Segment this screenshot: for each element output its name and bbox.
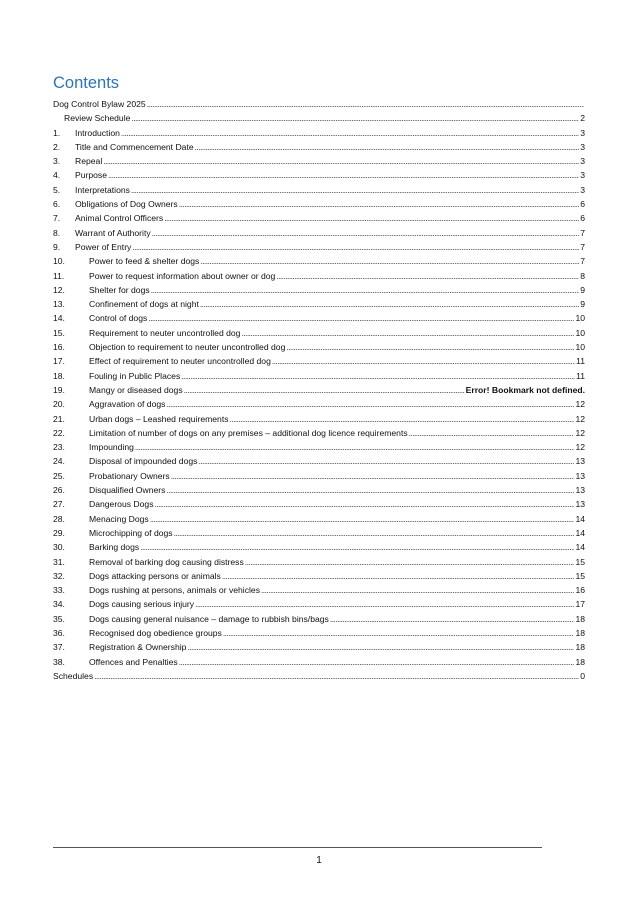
toc-entry-page: 17	[575, 599, 585, 610]
dot-leader	[198, 454, 574, 468]
toc-entry-title: Warrant of Authority	[75, 227, 151, 238]
toc-entry-page: 3	[580, 127, 585, 138]
toc-entry[interactable]	[53, 254, 585, 268]
dot-leader	[223, 626, 575, 640]
toc-entry-title: Obligations of Dog Owners	[75, 199, 178, 210]
dot-leader	[150, 512, 575, 526]
dot-leader	[276, 269, 579, 283]
toc-entry-page: 12	[575, 442, 585, 453]
toc-entry-title: Effect of requirement to neuter uncontrolled dog	[89, 356, 271, 367]
toc-entry-number: 36.	[53, 627, 65, 638]
toc-entry-title: Confinement of dogs at night	[89, 299, 199, 310]
toc-entry-page: 14	[575, 527, 585, 538]
toc-entry-number: 25.	[53, 470, 65, 481]
toc-entry-title: Control of dogs	[89, 313, 148, 324]
toc-entry-page: 6	[580, 213, 585, 224]
toc-entry[interactable]	[53, 655, 585, 669]
toc-entry-number: 15.	[53, 327, 65, 338]
toc-entry-page: 10	[575, 342, 585, 353]
toc-entry-page: 18	[575, 642, 585, 653]
toc-entry-number: 13.	[53, 299, 65, 310]
footer-page-number: 1	[316, 855, 322, 866]
toc-entry[interactable]	[53, 626, 585, 640]
toc-entry-number: 19.	[53, 384, 65, 395]
toc-entry-title: Urban dogs – Leashed requirements	[89, 413, 229, 424]
toc-entry-page: 15	[575, 556, 585, 567]
toc-entry-page: 7	[580, 227, 585, 238]
toc-entry-page: 15	[575, 570, 585, 581]
toc-entry-number: 7.	[53, 213, 61, 224]
toc-entry-title: Schedules	[53, 670, 94, 681]
toc-entry[interactable]	[53, 412, 585, 426]
toc-entry[interactable]	[53, 140, 585, 154]
toc-entry-title: Review Schedule	[64, 113, 131, 124]
toc-entry-number: 11.	[53, 270, 65, 281]
toc-entry-page: 14	[575, 513, 585, 524]
dot-leader	[174, 526, 575, 540]
toc-entry-page: 6	[580, 199, 585, 210]
toc-entry-title: Title and Commencement Date	[75, 141, 194, 152]
toc-entry[interactable]	[53, 354, 585, 368]
dot-leader	[166, 483, 574, 497]
toc-entry-number: 31.	[53, 556, 65, 567]
toc-entry-title: Dogs causing general nuisance – damage to rubbish bins/bags	[89, 613, 329, 624]
toc-entry-title: Power of Entry	[75, 241, 132, 252]
dot-leader	[179, 197, 580, 211]
toc-entry-title: Impounding	[89, 442, 134, 453]
toc-entry-title: Dog Control Bylaw 2025	[53, 99, 146, 109]
toc-entry-page: 18	[575, 613, 585, 624]
toc-entry-page: 3	[580, 184, 585, 195]
toc-entry-page: 12	[575, 399, 585, 410]
dot-leader	[195, 597, 574, 611]
toc-entry[interactable]	[53, 154, 585, 168]
toc-entry[interactable]	[53, 454, 585, 468]
toc-entry-page: 2	[580, 113, 585, 124]
toc-entry-number: 22.	[53, 427, 65, 438]
dot-leader	[164, 211, 579, 225]
dot-leader	[241, 326, 574, 340]
toc-entry-title: Objection to requirement to neuter uncontrolled dog	[89, 342, 286, 353]
dot-leader	[200, 254, 579, 268]
toc-entry[interactable]	[53, 340, 585, 354]
toc-entry-number: 27.	[53, 499, 65, 510]
toc-entry-title: Requirement to neuter uncontrolled dog	[89, 327, 241, 338]
toc-entry-number: 20.	[53, 399, 65, 410]
toc-entry-title: Registration & Ownership	[89, 642, 187, 653]
dot-leader	[171, 469, 575, 483]
toc-entry-title: Power to feed & shelter dogs	[89, 256, 200, 267]
dot-leader	[286, 340, 574, 354]
dot-leader	[152, 226, 580, 240]
toc-entry-number: 1.	[53, 127, 61, 138]
toc-entry-number: 4.	[53, 170, 61, 181]
toc-entry-page: 14	[575, 542, 585, 553]
toc-entry[interactable]	[53, 269, 585, 283]
dot-leader	[155, 497, 575, 511]
toc-entry-title: Probationary Owners	[89, 470, 170, 481]
toc-entry-page: 9	[580, 284, 585, 295]
toc-entry-number: 6.	[53, 199, 61, 210]
toc-entry-number: 9.	[53, 241, 61, 252]
toc-entry-number: 34.	[53, 599, 65, 610]
toc-entry-title: Offences and Penalties	[89, 656, 178, 667]
toc-entry[interactable]	[53, 369, 585, 383]
toc-entry[interactable]	[53, 226, 585, 240]
toc-entry-page: 13	[575, 485, 585, 496]
dot-leader	[135, 440, 575, 454]
dot-leader	[187, 640, 574, 654]
dot-leader	[148, 311, 574, 325]
dot-leader	[181, 369, 575, 383]
toc-entry[interactable]	[53, 297, 585, 311]
toc-entry-number: 38.	[53, 656, 65, 667]
table-of-contents	[53, 97, 585, 683]
toc-entry[interactable]	[53, 483, 585, 497]
toc-entry-number: 30.	[53, 542, 65, 553]
toc-entry[interactable]	[53, 526, 585, 540]
toc-entry-number: 18.	[53, 370, 65, 381]
toc-entry-number: 3.	[53, 156, 61, 167]
toc-entry-number: 37.	[53, 642, 65, 653]
toc-entry-page: 3	[580, 170, 585, 181]
toc-entry-page: 13	[575, 470, 585, 481]
footer-divider	[53, 847, 542, 848]
dot-leader	[261, 583, 574, 597]
toc-entry-number: 5.	[53, 184, 61, 195]
toc-entry-title: Animal Control Officers	[75, 213, 164, 224]
toc-entry[interactable]	[53, 311, 585, 325]
dot-leader	[131, 183, 579, 197]
toc-entry-number: 10.	[53, 256, 65, 267]
toc-entry[interactable]	[53, 326, 585, 340]
dot-leader	[151, 283, 580, 297]
dot-leader	[132, 240, 579, 254]
toc-entry-number: 12.	[53, 284, 65, 295]
toc-entry[interactable]	[53, 540, 585, 554]
toc-entry[interactable]	[53, 669, 585, 683]
toc-entry[interactable]	[53, 612, 585, 626]
toc-entry-title: Dogs rushing at persons, animals or vehicles	[89, 585, 261, 596]
toc-entry-number: 28.	[53, 513, 65, 524]
dot-leader	[179, 655, 575, 669]
dot-leader	[230, 412, 575, 426]
toc-entry-page: 13	[575, 499, 585, 510]
toc-entry-page: 18	[575, 656, 585, 667]
dot-leader	[140, 540, 574, 554]
toc-entry-number: 16.	[53, 342, 65, 353]
toc-entry[interactable]	[53, 111, 585, 125]
dot-leader	[200, 297, 579, 311]
toc-entry-page: 9	[580, 299, 585, 310]
contents-heading: Contents	[53, 74, 120, 92]
dot-leader	[131, 111, 579, 125]
toc-entry-page: 13	[575, 456, 585, 467]
toc-entry[interactable]	[53, 397, 585, 411]
dot-leader	[103, 154, 579, 168]
toc-entry-number: 35.	[53, 613, 65, 624]
toc-entry-number: 14.	[53, 313, 65, 324]
toc-entry-number: 23.	[53, 442, 65, 453]
toc-entry-title: Interpretations	[75, 184, 130, 195]
toc-entry[interactable]	[53, 640, 585, 654]
toc-entry-title: Dangerous Dogs	[89, 499, 154, 510]
toc-entry-page: 8	[580, 270, 585, 281]
toc-entry-number: 8.	[53, 227, 61, 238]
toc-entry[interactable]	[53, 183, 585, 197]
dot-leader	[166, 397, 574, 411]
toc-entry-title: Barking dogs	[89, 542, 140, 553]
toc-entry-page: 11	[576, 370, 585, 381]
dot-leader	[184, 383, 465, 397]
toc-entry-title: Removal of barking dog causing distress	[89, 556, 244, 567]
toc-entry-page: 12	[575, 427, 585, 438]
toc-entry-title: Aggravation of dogs	[89, 399, 166, 410]
dot-leader	[245, 555, 575, 569]
toc-entry[interactable]	[53, 168, 585, 182]
toc-entry[interactable]	[53, 211, 585, 225]
dot-leader	[272, 354, 575, 368]
toc-entry[interactable]	[53, 497, 585, 511]
toc-entry-number: 26.	[53, 485, 65, 496]
toc-entry[interactable]	[53, 555, 585, 569]
toc-entry-number: 33.	[53, 585, 65, 596]
toc-entry-title: Power to request information about owner or dog	[89, 270, 276, 281]
toc-entry[interactable]	[53, 469, 585, 483]
toc-entry-page: Error! Bookmark not defined.	[465, 384, 585, 395]
toc-entry[interactable]	[53, 197, 585, 211]
toc-entry[interactable]	[53, 426, 585, 440]
toc-entry[interactable]	[53, 283, 585, 297]
toc-entry-title: Dogs causing serious injury	[89, 599, 195, 610]
dot-leader	[409, 426, 575, 440]
toc-entry-title: Shelter for dogs	[89, 284, 150, 295]
toc-entry[interactable]	[53, 597, 585, 611]
toc-entry-title: Disqualified Owners	[89, 485, 166, 496]
toc-entry-page: 3	[580, 141, 585, 152]
toc-entry[interactable]	[53, 583, 585, 597]
dot-leader	[330, 612, 575, 626]
dot-leader	[222, 569, 575, 583]
toc-entry-number: 17.	[53, 356, 65, 367]
toc-entry-title: Purpose	[75, 170, 108, 181]
toc-entry-number: 29.	[53, 527, 65, 538]
toc-entry-number: 24.	[53, 456, 65, 467]
dot-leader	[121, 126, 579, 140]
dot-leader	[147, 97, 584, 111]
toc-entry[interactable]	[53, 383, 585, 397]
toc-entry-title: Mangy or diseased dogs	[89, 384, 183, 395]
toc-entry[interactable]	[53, 440, 585, 454]
toc-entry-page: 10	[575, 313, 585, 324]
toc-entry-page: 7	[580, 256, 585, 267]
dot-leader	[108, 168, 579, 182]
toc-entry-page: 16	[575, 585, 585, 596]
toc-entry[interactable]	[53, 512, 585, 526]
dot-leader	[94, 669, 579, 683]
toc-entry-page: 12	[575, 413, 585, 424]
toc-entry-page: 18	[575, 627, 585, 638]
toc-entry-title: Microchipping of dogs	[89, 527, 173, 538]
dot-leader	[195, 140, 580, 154]
toc-entry-title: Limitation of number of dogs on any premises – additional dog licence requirements	[89, 427, 408, 438]
toc-entry-title: Introduction	[75, 127, 120, 138]
toc-entry-title: Recognised dog obedience groups	[89, 627, 222, 638]
toc-entry-number: 32.	[53, 570, 65, 581]
toc-entry-title: Fouling in Public Places	[89, 370, 181, 381]
toc-entry-page: 11	[576, 356, 585, 367]
toc-entry-title: Disposal of impounded dogs	[89, 456, 198, 467]
toc-entry-page: 3	[580, 156, 585, 167]
toc-entry-number: 2.	[53, 141, 61, 152]
toc-entry-page: 10	[575, 327, 585, 338]
toc-entry-page: 0	[580, 670, 585, 681]
toc-entry[interactable]	[53, 569, 585, 583]
toc-entry[interactable]	[53, 97, 585, 111]
toc-entry-title: Dogs attacking persons or animals	[89, 570, 221, 581]
toc-entry-page: 7	[580, 241, 585, 252]
toc-entry-title: Repeal	[75, 156, 103, 167]
toc-entry-number: 21.	[53, 413, 65, 424]
toc-entry-title: Menacing Dogs	[89, 513, 149, 524]
toc-entry[interactable]	[53, 240, 585, 254]
toc-entry[interactable]	[53, 126, 585, 140]
